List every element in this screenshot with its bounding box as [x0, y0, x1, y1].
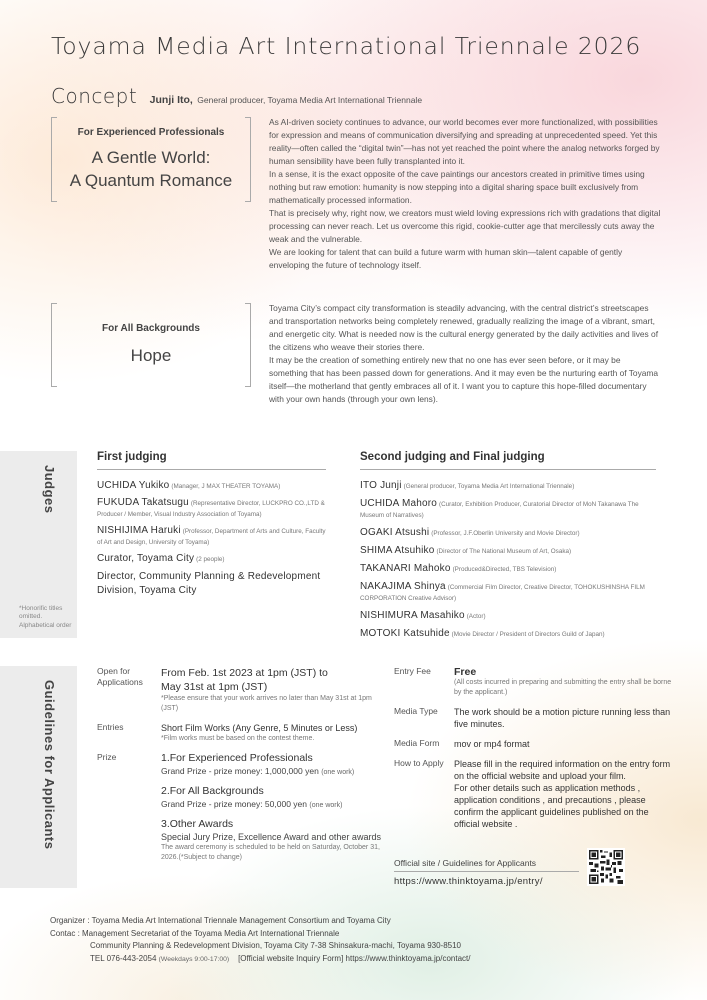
judge-name: TAKANARI Mahoko: [360, 563, 451, 574]
concept-paragraph: It may be the creation of something entirely new that no one has ever seen before, or it may be something that has been passed down for generations. And it may even be the nurturing earth of Toyama itself—the motherland that gently embraces all of it. I want you to capture this hope-filled documentary with your own hands (through your own lens).: [269, 355, 659, 404]
concept-paragraph: In a sense, it is the exact opposite of the cave paintings our ancestors created in primitive times using nothing but raw emotion: humanity is now stepping into a digital sharing space built exclusively from mathematically processed information.: [269, 169, 645, 205]
judge-role: (Movie Director / President of Directors Guild of Japan): [451, 631, 605, 638]
judge-entry: [360, 610, 656, 622]
contact-address: Community Planning & Redevelopment Division, Toyama City 7-38 Shinsakura-machi, Toyama 930-8510: [90, 941, 461, 950]
contact-text: Management Secretariat of the Toyama Media Art International Triennale: [82, 928, 340, 938]
contact-phone-line: [50, 953, 470, 967]
prize-amount: Grand Prize - prize money: 1,000,000 yen: [161, 766, 319, 776]
producer-role: General producer, Toyama Media Art International Triennale: [197, 95, 423, 105]
guidelines-section-label: Guidelines for Applicants: [42, 680, 57, 850]
judge-name: NAKAJIMA Shinya: [360, 581, 446, 592]
producer-name: Junji Ito,: [149, 94, 193, 106]
judge-entry: [360, 581, 656, 604]
prize-detail: [161, 798, 389, 812]
prize-heading: 3.Other Awards: [161, 818, 234, 830]
guideline-label: Media Type: [394, 706, 438, 716]
concept-paragraph: We are looking for talent that can build a future warm with human skin—talent capable of gently enveloping the future of technology itself.: [269, 247, 623, 270]
open-period-line: May 31st at 1pm (JST): [161, 681, 268, 693]
first-judging-column: [97, 451, 326, 603]
theme-title: [70, 146, 233, 192]
judge-entry: [360, 563, 656, 575]
guideline-row-entries: [97, 722, 389, 744]
judge-name: UCHIDA Yukiko: [97, 480, 170, 491]
concept-text-professionals: [269, 116, 661, 272]
judge-name: NISHIMURA Masahiko: [360, 610, 465, 621]
guidelines-side-panel: [0, 666, 77, 888]
judge-name: NISHIJIMA Haruki: [97, 525, 181, 536]
guidelines-right-column: [394, 666, 676, 838]
open-period-note: *Please ensure that your work arrives no later than May 31st at 1pm (JST): [161, 695, 372, 712]
how-to-apply-text: For other details such as application methods , application conditions , and precautions , please confirm the applicant guidelines published on the official website .: [454, 783, 649, 829]
theme-category: For All Backgrounds: [102, 323, 200, 334]
theme-title: Hope: [130, 346, 172, 365]
guideline-label: Entries: [97, 722, 124, 732]
theme-title-line: A Quantum Romance: [69, 171, 233, 190]
guideline-row-prize: [97, 752, 389, 863]
theme-category: For Experienced Professionals: [77, 127, 225, 138]
second-judging-heading: Second judging and Final judging: [360, 451, 656, 470]
guideline-label: Prize: [97, 752, 117, 762]
guideline-value: mov or mp4 format: [454, 739, 530, 749]
judge-name: Director, Community Planning & Redevelopment Division, Toyama City: [97, 571, 321, 596]
official-site-url[interactable]: https://www.thinktoyama.jp/entry/: [394, 876, 543, 887]
judge-role: (Representative Director, LUCKPRO CO.,LTD & Producer / Member, Visual Industry Association of Toyama): [97, 500, 325, 518]
contact-label: Contac :: [50, 928, 83, 938]
prize-heading: 1.For Experienced Professionals: [161, 752, 313, 764]
concept-heading: [51, 84, 422, 108]
judge-name: MOTOKI Katsuhide: [360, 628, 450, 639]
guideline-value: [161, 666, 389, 714]
guideline-value: [161, 752, 389, 863]
guideline-row-fee: [394, 666, 676, 698]
judge-entry: [97, 480, 326, 492]
guideline-label: Open for Applications: [97, 666, 143, 687]
judge-role: (Curator, Exhibition Producer, Curatorial Director of MoN Takanawa The Museum of Narratives): [360, 501, 639, 519]
judge-name: ITO Junji: [360, 480, 402, 491]
footer: [50, 915, 470, 966]
second-judging-column: [360, 451, 656, 646]
prize-qualifier: (one work): [321, 769, 355, 776]
guideline-value: [454, 666, 676, 698]
judge-role: (Manager, J MAX THEATER TOYAMA): [171, 483, 281, 490]
concept-paragraph: That is precisely why, right now, we creators must wield loving expressions rich with gradations that digital processing can never reach. Let us overcome this rigid, cookie-cutter age that mercilessly cuts away the weak and the vulnerable.: [269, 208, 661, 244]
judge-name: Curator, Toyama City: [97, 553, 195, 564]
judge-name: OGAKI Atsushi: [360, 527, 430, 538]
prize-heading: 2.For All Backgrounds: [161, 785, 264, 797]
page-title: Toyama Media Art International Triennale 2026: [51, 32, 642, 60]
judge-entry: [360, 498, 656, 521]
judges-note: *Honorific titles omitted. Alphabetical order: [19, 604, 72, 629]
guideline-row-media-form: [394, 738, 676, 750]
guideline-value: [454, 758, 676, 830]
office-hours: (Weekdays 9:00-17:00): [158, 955, 230, 963]
entry-fee-value: Free: [454, 666, 477, 678]
judge-entry: [360, 527, 656, 539]
how-to-apply-text: Please fill in the required information on the entry form on the official website and upload your film.: [454, 759, 671, 781]
guideline-label: Entry Fee: [394, 666, 431, 676]
judge-entry: [97, 525, 326, 548]
concept-paragraph: As AI-driven society continues to advance, our world becomes ever more functionalized, with possibilities for expression and means of communication diversifying and spreading at unprecedented speed. Yet this reality—often called the “digital twin”—has not yet reached the point where the analog networks forged by human sensibility have been fully transplanted into it.: [269, 117, 660, 166]
official-site-block: [394, 858, 579, 887]
award-ceremony-note: The award ceremony is scheduled to be held on Saturday, October 31, 2026.(*Subject to change): [161, 844, 380, 861]
guideline-label: Media Form: [394, 738, 440, 748]
prize-qualifier: (one work): [309, 802, 343, 809]
judge-role: (Professor, J.F.Oberlin University and Movie Director): [431, 530, 580, 537]
judge-entry: [97, 553, 326, 565]
guidelines-left-column: [97, 666, 389, 871]
guideline-row-media-type: [394, 706, 676, 730]
concept-paragraph: Toyama City’s compact city transformation is steadily advancing, with the central district’s streetscapes and transportation networks being completely renewed, gradually realizing the image of a vibrant, smart, and energetic city. What is needed now is the cultural energy generated by the daily activities and lives of the citizens who weave their stories there.: [269, 303, 659, 352]
guideline-label: How to Apply: [394, 758, 444, 768]
judge-name: UCHIDA Mahoro: [360, 498, 438, 509]
inquiry-form-link[interactable]: [Official website Inquiry Form] https://www.thinktoyama.jp/contact/: [238, 953, 471, 963]
concept-text-all-backgrounds: [269, 302, 661, 406]
theme-box-professionals: [51, 117, 251, 202]
judge-role: (Professor, Department of Arts and Culture, Faculty of Art and Design, University of Toyama): [97, 528, 326, 546]
guideline-value: The work should be a motion picture running less than five minutes.: [454, 707, 671, 729]
judge-entry: [97, 570, 326, 598]
entries-value: Short Film Works (Any Genre, 5 Minutes or Less): [161, 723, 358, 733]
phone-number: TEL 076-443-2054: [90, 953, 157, 963]
contact-line: [50, 928, 470, 941]
judge-role: (2 people): [196, 556, 225, 563]
judges-side-panel: [0, 451, 77, 638]
prize-detail: [161, 765, 389, 779]
judges-section-label: Judges: [42, 465, 57, 514]
organizer-line: Organizer : Toyama Media Art International Triennale Management Consortium and Toyama City: [50, 916, 391, 925]
entry-fee-note: (All costs incurred in preparing and submitting the entry shall be borne by the applicant.): [454, 679, 672, 696]
entries-note: *Film works must be based on the contest theme.: [161, 735, 315, 742]
prize-amount: Grand Prize - prize money: 50,000 yen: [161, 799, 307, 809]
judge-name: SHIMA Atsuhiko: [360, 545, 435, 556]
guideline-value: [161, 722, 389, 744]
guideline-row-how-to-apply: [394, 758, 676, 830]
official-site-label: Official site / Guidelines for Applicants: [394, 858, 579, 872]
guideline-row-open: [97, 666, 389, 714]
judge-role: (General producer, Toyama Media Art International Triennale): [403, 483, 575, 490]
judge-entry: [360, 545, 656, 557]
judge-role: (Produced&Directed, TBS Television): [452, 566, 557, 573]
judge-entry: [360, 628, 656, 640]
judge-role: (Actor): [466, 613, 486, 620]
first-judging-heading: First judging: [97, 451, 326, 470]
concept-label: Concept: [51, 84, 138, 108]
prize-detail: Special Jury Prize, Excellence Award and other awards: [161, 832, 381, 842]
judge-name: FUKUDA Takatsugu: [97, 497, 189, 508]
judge-entry: [97, 497, 326, 520]
theme-title-line: A Gentle World:: [91, 148, 211, 167]
judge-role: (Director of The National Museum of Art, Osaka): [436, 548, 572, 555]
theme-box-all-backgrounds: [51, 303, 251, 387]
judge-role: (Commercial Film Director, Creative Director, TOHOKUSHINSHA FILM CORPORATION Creative Advisor): [360, 584, 645, 602]
open-period-line: From Feb. 1st 2023 at 1pm (JST) to: [161, 667, 328, 679]
qr-code-icon[interactable]: [587, 848, 625, 886]
judge-entry: [360, 480, 656, 492]
